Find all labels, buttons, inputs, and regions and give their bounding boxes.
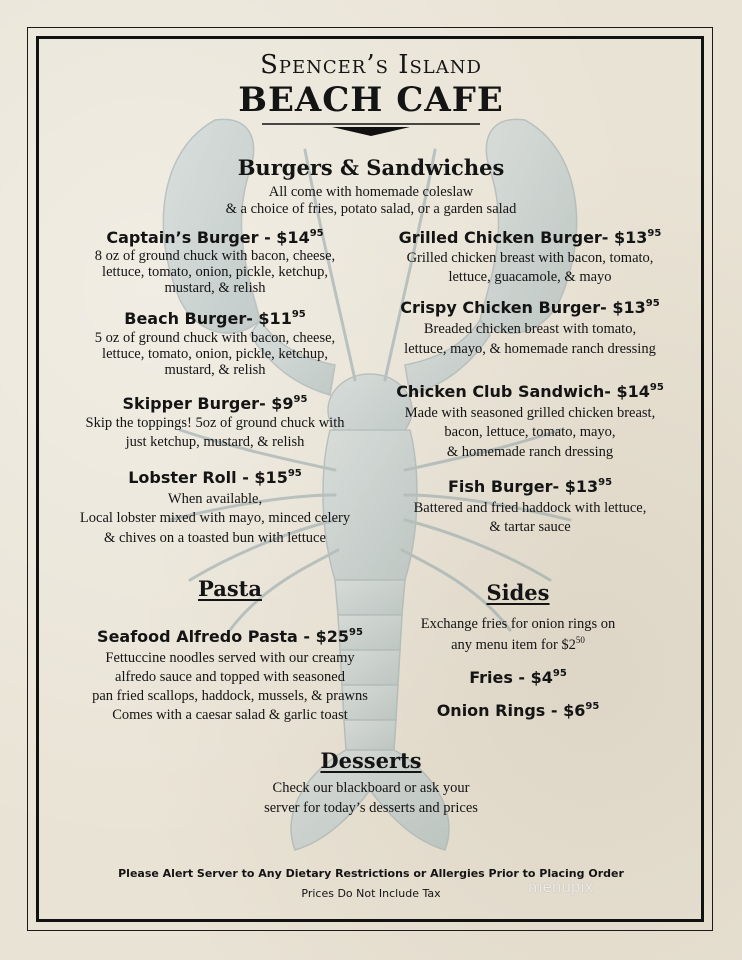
item-lobster-roll: Lobster Roll - $\$15^{95}$ bbox=[128, 468, 302, 487]
menupix-watermark: menupix bbox=[528, 878, 594, 896]
item-desc-line: lettuce, tomato, onion, pickle, ketchup, bbox=[102, 264, 328, 280]
brand-name-line2: BEACH CAFE bbox=[238, 80, 504, 120]
item-crispy-chicken-burger: Crispy Chicken Burger- $\$13^{95}$ bbox=[400, 298, 660, 317]
item-desc-line: pan fried scallops, haddock, mussels, & prawns bbox=[92, 688, 368, 704]
item-desc-line: Skip the toppings! 5oz of ground chuck with bbox=[85, 415, 345, 431]
section-title-burgers: Burgers & Sandwiches bbox=[237, 155, 505, 180]
item-desc-line: alfredo sauce and topped with seasoned bbox=[115, 669, 345, 685]
item-desc-line: mustard, & relish bbox=[164, 280, 266, 296]
item-beach-burger: Beach Burger- $\$11^{95}$ bbox=[124, 309, 306, 328]
side-fries: Fries - $\$4^{95}$ bbox=[469, 668, 567, 687]
burgers-subtitle-2: & a choice of fries, potato salad, or a garden salad bbox=[225, 201, 517, 217]
item-desc-line: lettuce, mayo, & homemade ranch dressing bbox=[404, 341, 656, 357]
sides-note-line1: Exchange fries for onion rings on bbox=[420, 616, 616, 632]
side-onion-rings: Onion Rings - $\$6^{95}$ bbox=[436, 701, 600, 720]
item-fish-burger: Fish Burger- $\$13^{95}$ bbox=[447, 477, 613, 496]
item-desc-line: & chives on a toasted bun with lettuce bbox=[104, 530, 326, 546]
item-desc-line: just ketchup, mustard, & relish bbox=[125, 434, 305, 450]
item-desc-line: bacon, lettuce, tomato, mayo, bbox=[444, 424, 616, 440]
item-grilled-chicken-burger: Grilled Chicken Burger- $\$13^{95}$ bbox=[398, 228, 662, 247]
section-title-pasta: Pasta bbox=[198, 576, 262, 601]
ornament-divider bbox=[262, 120, 480, 138]
item-desc-line: 8 oz of ground chuck with bacon, cheese, bbox=[94, 248, 336, 264]
item-desc-line: lettuce, guacamole, & mayo bbox=[448, 269, 612, 285]
item-desc-line: 5 oz of ground chuck with bacon, cheese, bbox=[94, 330, 336, 346]
brand-name-line1: Spencer’s Island bbox=[260, 50, 482, 80]
item-desc-line: mustard, & relish bbox=[164, 362, 266, 378]
item-seafood-alfredo: Seafood Alfredo Pasta - $\$25^{95}$ bbox=[97, 627, 363, 646]
item-desc-line: Local lobster mixed with mayo, minced celery bbox=[79, 510, 351, 526]
sides-note-line2: any menu item for $\$2^{50}$ bbox=[451, 635, 585, 653]
item-desc-line: & homemade ranch dressing bbox=[446, 444, 614, 460]
tax-note: Prices Do Not Include Tax bbox=[301, 887, 441, 900]
item-captains-burger: Captain’s Burger - $\$14^{95}$ bbox=[106, 228, 324, 247]
dietary-alert: Please Alert Server to Any Dietary Restrictions or Allergies Prior to Placing Order bbox=[118, 867, 624, 880]
item-desc-line: Fettuccine noodles served with our creamy bbox=[105, 650, 355, 666]
item-chicken-club-sandwich: Chicken Club Sandwich- $\$14^{95}$ bbox=[396, 382, 664, 401]
item-desc-line: Breaded chicken breast with tomato, bbox=[423, 321, 637, 337]
section-title-sides: Sides bbox=[486, 580, 550, 605]
item-desc-line: Grilled chicken breast with bacon, tomato, bbox=[406, 250, 654, 266]
item-desc-line: & tartar sauce bbox=[489, 519, 571, 535]
section-title-desserts: Desserts bbox=[320, 748, 422, 773]
item-skipper-burger: Skipper Burger- $\$9^{95}$ bbox=[122, 394, 308, 413]
item-desc-line: When available, bbox=[167, 491, 263, 507]
burgers-subtitle-1: All come with homemade coleslaw bbox=[268, 184, 474, 200]
item-desc-line: Made with seasoned grilled chicken breast, bbox=[404, 405, 656, 421]
item-desc-line: Comes with a caesar salad & garlic toast bbox=[112, 707, 348, 723]
item-desc-line: Battered and fried haddock with lettuce, bbox=[413, 500, 647, 516]
desserts-line2: server for today’s desserts and prices bbox=[264, 800, 478, 816]
desserts-line1: Check our blackboard or ask your bbox=[272, 780, 470, 796]
item-desc-line: lettuce, tomato, onion, pickle, ketchup, bbox=[102, 346, 328, 362]
